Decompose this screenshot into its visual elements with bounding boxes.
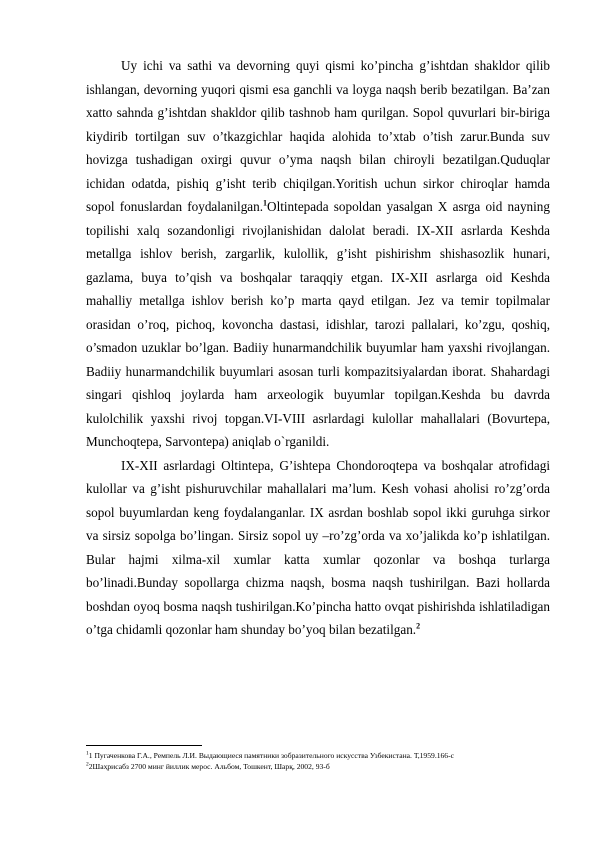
footnote-1-text: 1 Пугаченкова Г.А., Ремпель Л.И. Выдающиеся памятники зобразительного искусства Узбекистана. Т,1959.166-с: [88, 751, 455, 760]
footnote-2-text: 2Шаҳрисабз 2700 минг йиллик мерос. Альбом, Тошкент, Шарқ, 2002, 93-б: [88, 762, 330, 771]
footnote-2-mark: 2: [86, 761, 89, 768]
footnote-divider: [86, 745, 202, 746]
paragraph-1: [86, 54, 550, 454]
footnote-ref-1[interactable]: 1: [263, 198, 268, 208]
body-text: [86, 54, 550, 642]
paragraph-2-text: IX-XII asrlardagi Oltintepa, G’ishtepa Chondoroqtepa va boshqalar atrofidagi kulollar va g’isht pishuruvchilar mahallalari ma’lum. Kesh vohasi aholisi ro’zg’orda sopol buyumlardan keng foydalanganlar. IX asrdan boshlab sopol ikki guruhga sirkor va sirsiz sopolga bo’lingan. Sirsiz sopol uy –ro’zg’orda va xo’jalikda ko’p ishlatilgan. Bular hajmi xilma-xil xumlar katta xumlar qozonlar va boshqa turlarga bo’linadi.Bunday sopollarga chizma naqsh, bosma naqsh tushirilgan. Bazi hollarda boshdan oyoq bosma naqsh tushirilgan.Ko’pincha hatto ovqat pishirishda ishlatiladigan o’tga chidamli qozonlar ham shunday bo’yoq bilan bezatilgan.: [86, 457, 550, 637]
footnote-2: [86, 761, 550, 772]
footnote-1: [86, 750, 550, 761]
footnote-1-mark: 1: [86, 750, 89, 757]
footnote-ref-2[interactable]: 2: [416, 621, 421, 631]
footnotes: [86, 750, 550, 772]
paragraph-1-part-1: Uy ichi va sathi va devorning quyi qismi ko’pincha g’ishtdan shakldor qilib ishlangan, devorning yuqori qismi esa ganchli va loyga naqsh berib bezatilgan. Ba’zan xatto sahnda g’ishtdan shakldor qilib tashnob ham qurilgan. Sopol quvurlari bir-biriga kiydirib tortilgan suv o’tkazgichlar haqida alohida to’xtab o’tish zarur.Bunda suv hovizga tushadigan oxirgi quvur o’yma naqsh bilan chiroyli bezatilgan.Quduqlar ichidan odatda, pishiq g’isht terib chiqilgan.Yoritish uchun sirkor chiroqlar hamda sopol fonuslardan foydalanilgan.: [86, 58, 550, 214]
paragraph-2: [86, 454, 550, 642]
paragraph-1-part-2: Oltintepada sopoldan yasalgan X asrga oid nayning topilishi xalq sozandonligi rivojlanishidan dalolat beradi. IX-XII asrlarda Keshda metallga ishlov berish, zargarlik, kulollik, g’isht pishirishm shishasozlik hunari, gazlama, buya to’qish va boshqalar taraqqiy etgan. IX-XII asrlarga oid Keshda mahalliy metallga ishlov berish ko’p marta qayd etilgan. Jez va temir topilmalar orasidan o’roq, pichoq, kovoncha dastasi, idishlar, tarozi pallalari, ko’zgu, qoshiq, o’smadon uzuklar bo’lgan. Badiiy hunarmandchilik buyumlar ham yaxshi rivojlangan. Badiiy hunarmandchilik buyumlari asosan turli kompazitsiyalardan iborat. Shahardagi singari qishloq joylarda ham arxeologik buyumlar topilgan.Keshda bu davrda kulolchilik yaxshi rivoj topgan.VI-VIII asrlardagi kulollar mahallalari (Bovurtepa, Munchoqtepa, Sarvontepa) aniqlab o`rganildi.: [86, 199, 550, 449]
